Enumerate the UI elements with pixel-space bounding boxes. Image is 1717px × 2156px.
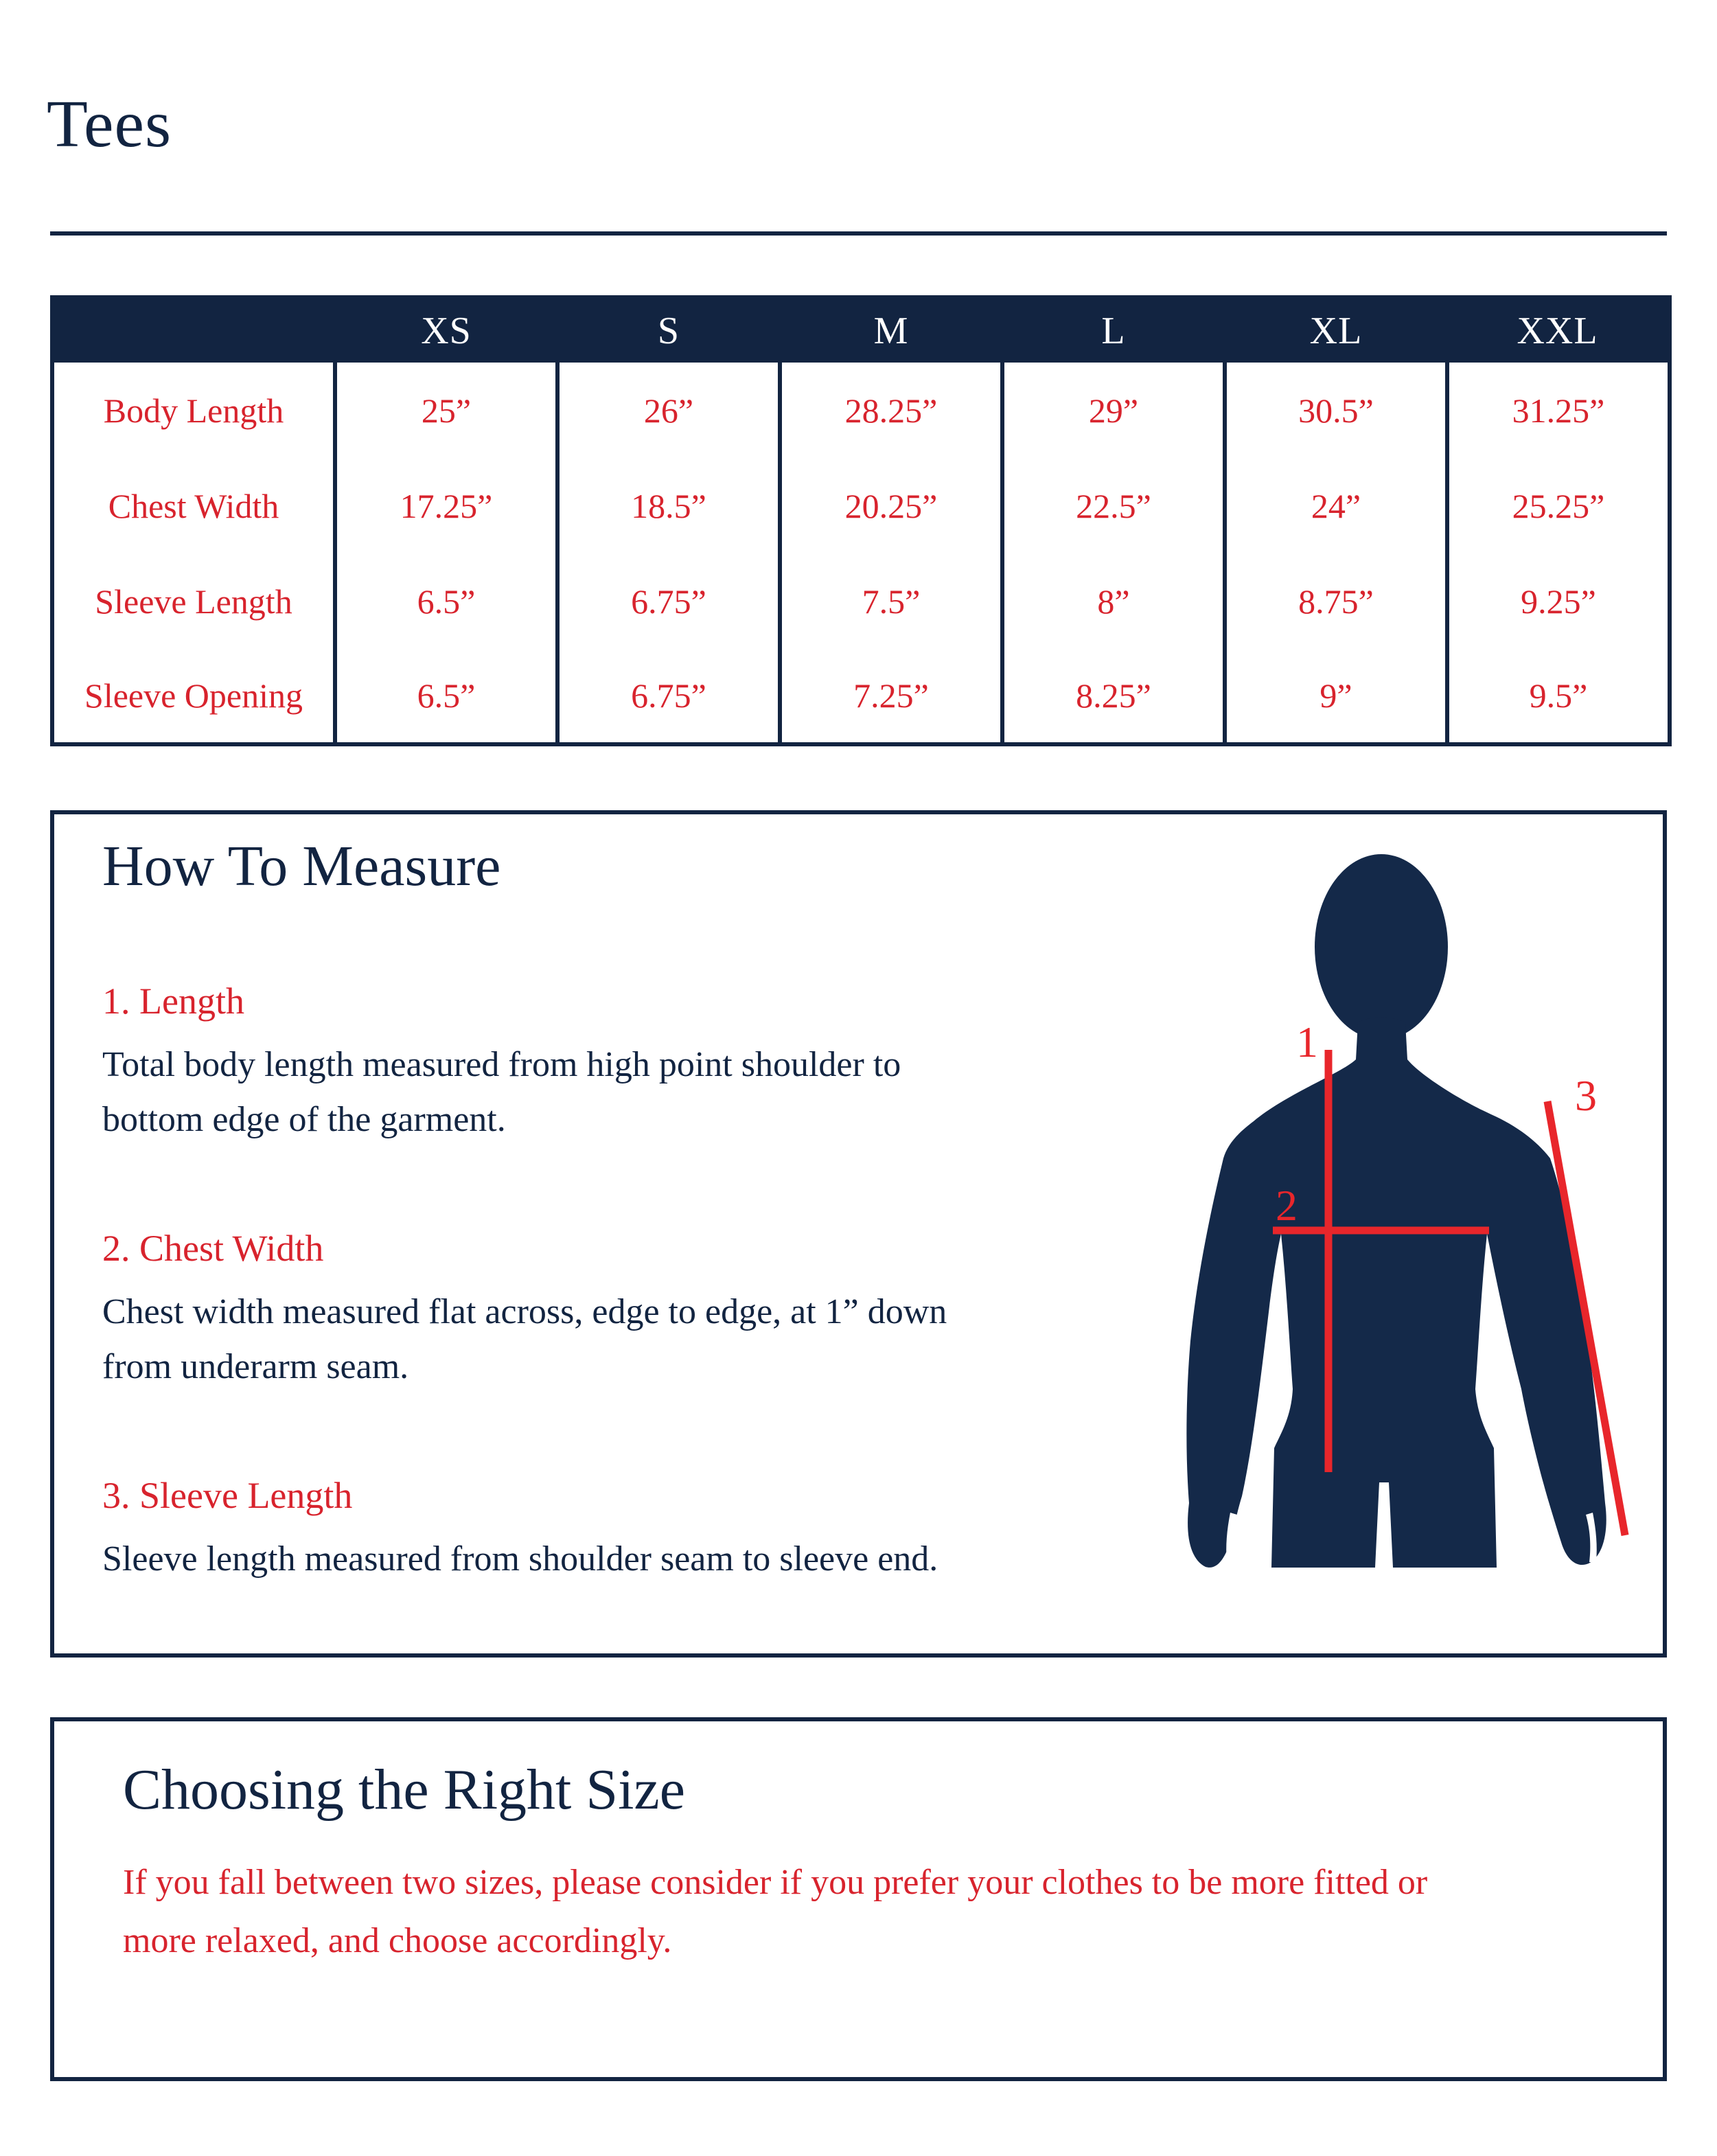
row-label: Sleeve Length (52, 553, 335, 649)
length-subheading: 1. Length (102, 980, 244, 1022)
measure-section-chest (102, 1226, 947, 1395)
table-row-sleeve-length (52, 553, 1670, 649)
table-header-row (52, 297, 1670, 363)
row-label: Body Length (52, 363, 335, 458)
cell: 18.5” (557, 458, 780, 553)
col-header-m: M (780, 297, 1002, 363)
sleeve-description: Sleeve length measured from shoulder seam to sleeve end. (102, 1539, 938, 1579)
cell: 6.75” (557, 649, 780, 744)
cell: 29” (1002, 363, 1225, 458)
cell: 26” (557, 363, 780, 458)
col-header-xxl: XXL (1447, 297, 1670, 363)
table-row-sleeve-opening (52, 649, 1670, 744)
cell: 20.25” (780, 458, 1002, 553)
choosing-size-description: If you fall between two sizes, please consider if you prefer your clothes to be more fitted or more relaxed, and choose accordingly. (123, 1863, 1428, 1960)
measure-section-length (102, 979, 901, 1147)
silhouette-head (1315, 854, 1448, 1040)
cell: 9.25” (1447, 553, 1670, 649)
title-divider (50, 231, 1667, 236)
cell: 9.5” (1447, 649, 1670, 744)
cell: 22.5” (1002, 458, 1225, 553)
row-label: Sleeve Opening (52, 649, 335, 744)
cell: 30.5” (1225, 363, 1447, 458)
measure-section-sleeve (102, 1473, 938, 1587)
sleeve-subheading: 3. Sleeve Length (102, 1475, 353, 1516)
measurement-label-1: 1 (1296, 1018, 1318, 1066)
cell: 31.25” (1447, 363, 1670, 458)
cell: 6.75” (557, 553, 780, 649)
cell: 9” (1225, 649, 1447, 744)
row-label: Chest Width (52, 458, 335, 553)
cell: 8.75” (1225, 553, 1447, 649)
cell: 24” (1225, 458, 1447, 553)
chest-subheading: 2. Chest Width (102, 1228, 324, 1269)
length-description: Total body length measured from high point shoulder to bottom edge of the garment. (102, 1044, 901, 1139)
cell: 6.5” (335, 553, 557, 649)
choosing-size-heading: Choosing the Right Size (123, 1758, 685, 1822)
cell: 28.25” (780, 363, 1002, 458)
table-row-chest-width (52, 458, 1670, 553)
how-to-measure-section (50, 810, 1667, 1658)
silhouette-body (1186, 1018, 1606, 1568)
col-header-s: S (557, 297, 780, 363)
how-to-measure-heading: How To Measure (102, 834, 501, 898)
cell: 7.5” (780, 553, 1002, 649)
size-chart-table (50, 295, 1672, 746)
cell: 25.25” (1447, 458, 1670, 553)
col-header-l: L (1002, 297, 1225, 363)
cell: 6.5” (335, 649, 557, 744)
choosing-size-section (50, 1717, 1667, 2081)
cell: 8.25” (1002, 649, 1225, 744)
cell: 17.25” (335, 458, 557, 553)
cell: 25” (335, 363, 557, 458)
col-header-xl: XL (1225, 297, 1447, 363)
table-row-body-length (52, 363, 1670, 458)
corner-cell (52, 297, 335, 363)
page-title: Tees (47, 87, 172, 161)
measurement-label-2: 2 (1276, 1181, 1298, 1230)
cell: 7.25” (780, 649, 1002, 744)
measurement-label-3: 3 (1575, 1071, 1597, 1120)
body-silhouette-diagram (1151, 845, 1672, 1655)
col-header-xs: XS (335, 297, 557, 363)
chest-description: Chest width measured flat across, edge to edge, at 1” down from underarm seam. (102, 1292, 947, 1386)
cell: 8” (1002, 553, 1225, 649)
